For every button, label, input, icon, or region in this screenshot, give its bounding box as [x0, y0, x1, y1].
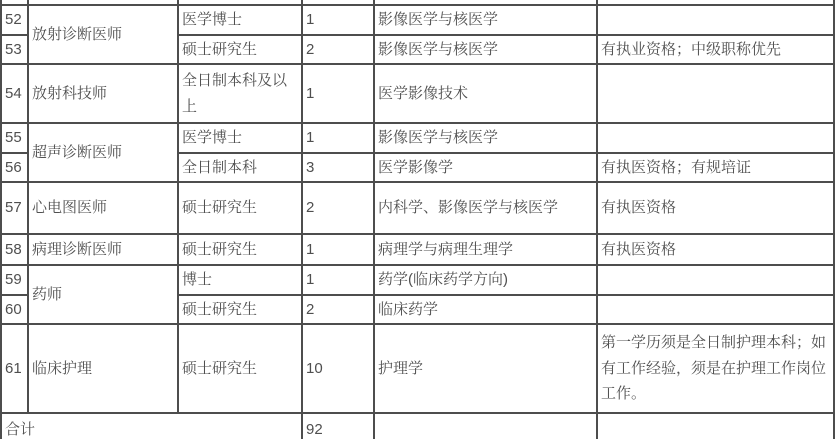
table-row-57	[1, 182, 834, 234]
cell-education: 硕士研究生	[178, 324, 302, 413]
cell-education: 硕士研究生	[178, 35, 302, 65]
cell-seq: 55	[1, 123, 28, 153]
table-row-61	[1, 324, 834, 413]
cell-seq: 56	[1, 153, 28, 183]
cell-position: 放射诊断医师	[28, 5, 178, 64]
cell-position: 药师	[28, 265, 178, 324]
cell-education: 全日制本科	[178, 153, 302, 183]
cell-count: 2	[302, 295, 374, 325]
cell-total-major	[374, 413, 597, 439]
cell-education: 全日制本科及以上	[178, 64, 302, 123]
cell-major: 临床药学	[374, 295, 597, 325]
table-row-55	[1, 123, 834, 153]
table-row-58	[1, 234, 834, 265]
cell-major: 医学影像学	[374, 153, 597, 183]
cell-education: 硕士研究生	[178, 182, 302, 234]
cell-notes	[597, 265, 834, 295]
cell-seq: 53	[1, 35, 28, 65]
cell-count: 1	[302, 234, 374, 265]
cell-notes: 第一学历须是全日制护理本科；如有工作经验，须是在护理工作岗位工作。	[597, 324, 834, 413]
cell-education: 硕士研究生	[178, 295, 302, 325]
cell-seq: 54	[1, 64, 28, 123]
table-row-52	[1, 5, 834, 35]
cell-position: 放射科技师	[28, 64, 178, 123]
cell-position: 临床护理	[28, 324, 178, 413]
cell-major: 影像医学与核医学	[374, 35, 597, 65]
cell-count: 10	[302, 324, 374, 413]
table-row-total	[1, 413, 834, 439]
cell-total-notes	[597, 413, 834, 439]
cell-major: 影像医学与核医学	[374, 123, 597, 153]
table-row-54	[1, 64, 834, 123]
cell-seq: 59	[1, 265, 28, 295]
cell-notes	[597, 64, 834, 123]
cell-seq: 58	[1, 234, 28, 265]
cell-count: 1	[302, 265, 374, 295]
table-row-59	[1, 265, 834, 295]
cell-seq: 52	[1, 5, 28, 35]
cell-major: 护理学	[374, 324, 597, 413]
cell-major: 药学(临床药学方向)	[374, 265, 597, 295]
cell-seq: 61	[1, 324, 28, 413]
cell-count: 1	[302, 5, 374, 35]
cell-notes: 有执业资格；中级职称优先	[597, 35, 834, 65]
cell-count: 2	[302, 182, 374, 234]
cell-education: 医学博士	[178, 5, 302, 35]
cell-count: 1	[302, 123, 374, 153]
cell-seq: 57	[1, 182, 28, 234]
cell-education: 博士	[178, 265, 302, 295]
cell-position: 心电图医师	[28, 182, 178, 234]
cell-education: 医学博士	[178, 123, 302, 153]
cell-notes: 有执医资格	[597, 234, 834, 265]
cell-notes	[597, 123, 834, 153]
cell-major: 病理学与病理生理学	[374, 234, 597, 265]
cell-notes	[597, 295, 834, 325]
cell-notes: 有执医资格	[597, 182, 834, 234]
cell-notes	[597, 5, 834, 35]
cell-total-label: 合计	[1, 413, 302, 439]
cell-count: 2	[302, 35, 374, 65]
cell-major: 内科学、影像医学与核医学	[374, 182, 597, 234]
cell-count: 1	[302, 64, 374, 123]
cell-major: 影像医学与核医学	[374, 5, 597, 35]
cell-education: 硕士研究生	[178, 234, 302, 265]
cell-total-count: 92	[302, 413, 374, 439]
cell-notes: 有执医资格；有规培证	[597, 153, 834, 183]
cell-seq: 60	[1, 295, 28, 325]
cell-count: 3	[302, 153, 374, 183]
cell-position: 超声诊断医师	[28, 123, 178, 182]
cell-position: 病理诊断医师	[28, 234, 178, 265]
cell-major: 医学影像技术	[374, 64, 597, 123]
